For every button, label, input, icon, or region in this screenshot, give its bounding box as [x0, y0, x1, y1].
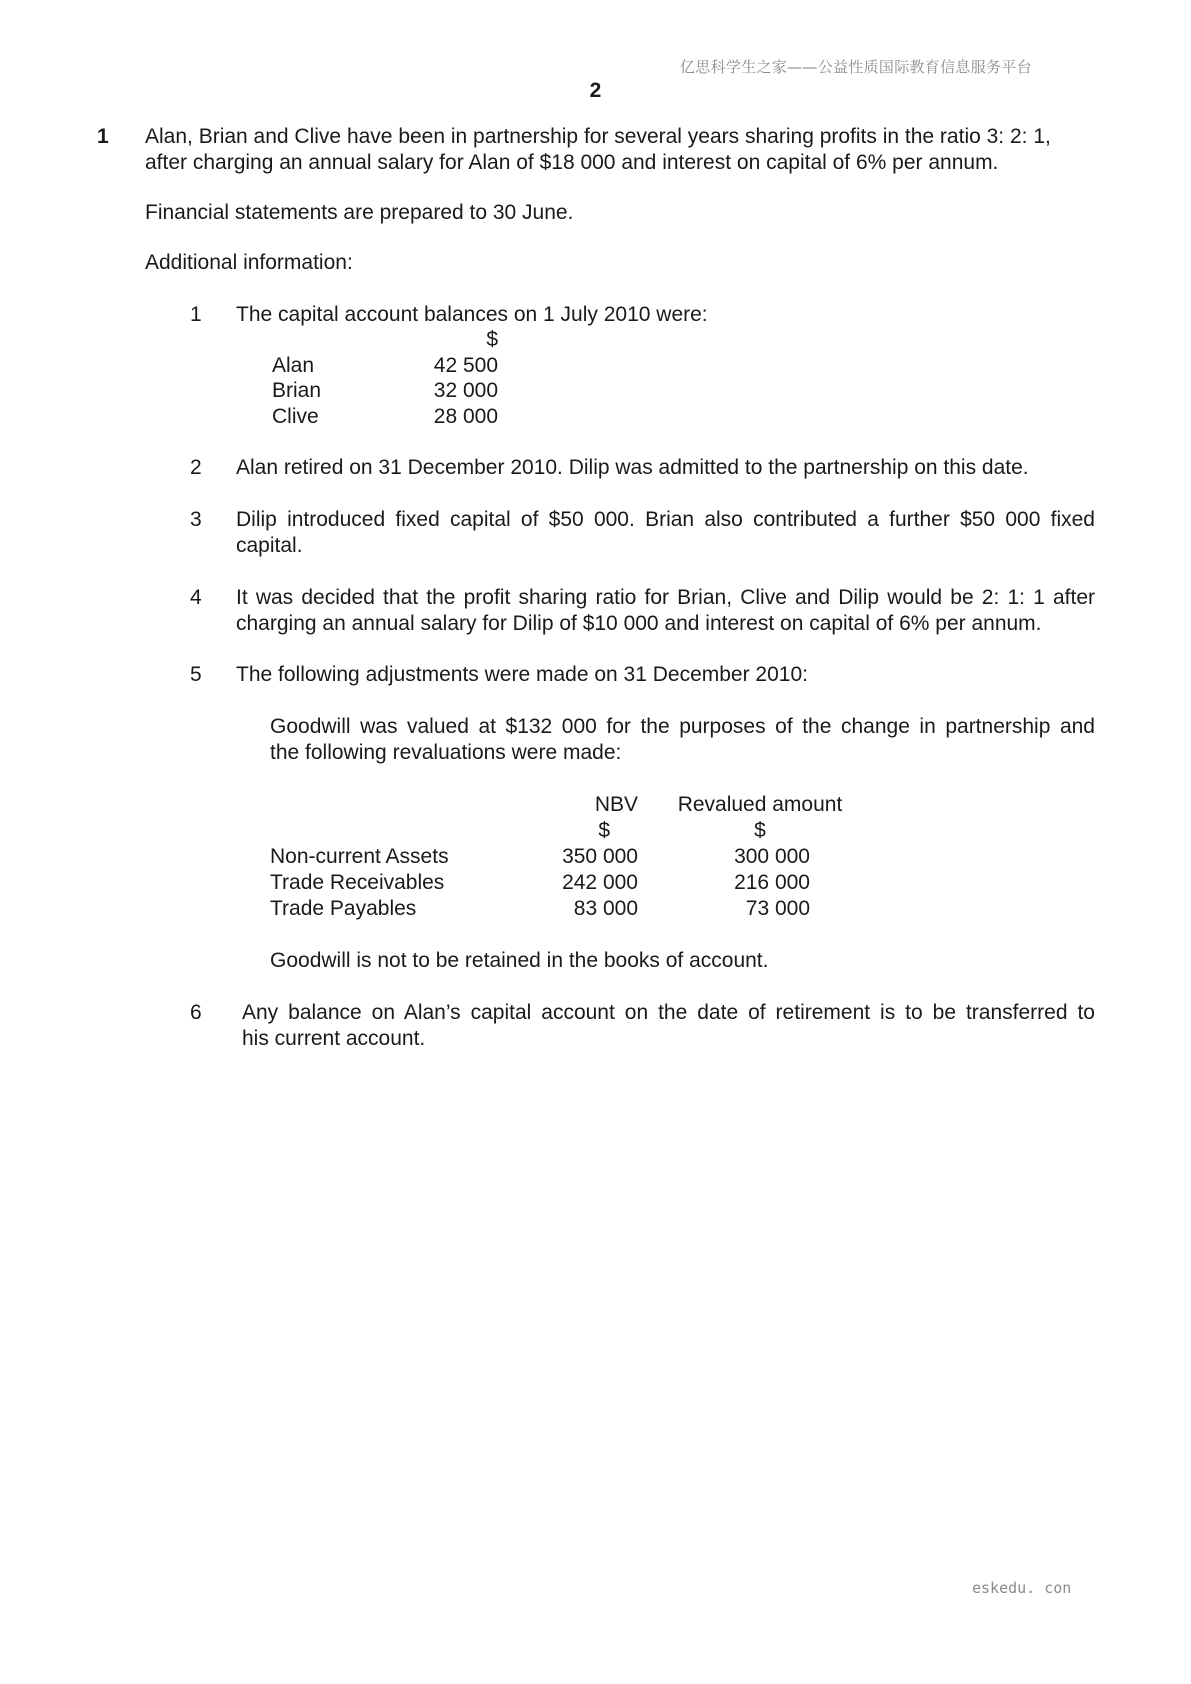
- currency-header: $: [486, 328, 498, 351]
- item-text: It was decided that the profit sharing ratio for Brian, Clive and Dilip would be 2: 1: 1 after: [236, 586, 1095, 609]
- item-number: 2: [190, 456, 202, 479]
- statements-note: Financial statements are prepared to 30 June.: [145, 201, 574, 224]
- capital-value: 32 000: [433, 379, 498, 402]
- watermark-header: 亿思科学生之家——公益性质国际教育信息服务平台: [680, 58, 1032, 76]
- goodwill-not-retained: Goodwill is not to be retained in the books of account.: [270, 949, 769, 972]
- item-text: capital.: [236, 534, 303, 557]
- question-intro-line-1: Alan, Brian and Clive have been in partnership for several years sharing profits in the ratio 3: 2: 1,: [145, 125, 1051, 148]
- item-text: his current account.: [242, 1027, 426, 1050]
- item-number: 6: [190, 1001, 202, 1024]
- table-row-label: Trade Payables: [270, 897, 417, 920]
- item-text: charging an annual salary for Dilip of $10 000 and interest on capital of 6% per annum.: [236, 612, 1042, 635]
- partner-name: Alan: [272, 354, 315, 377]
- table-cell-nbv: 350 000: [562, 845, 638, 868]
- partner-name: Brian: [272, 379, 322, 402]
- capital-value: 28 000: [433, 405, 498, 428]
- table-cell-nbv: 83 000: [573, 897, 638, 920]
- footer-site: eskedu. con: [972, 1579, 1072, 1597]
- capital-value: 42 500: [433, 354, 498, 377]
- item-number: 1: [190, 303, 202, 326]
- column-unit-revalued: $: [754, 819, 766, 842]
- page-number: 2: [589, 79, 602, 102]
- table-row-label: Trade Receivables: [270, 871, 445, 894]
- partner-name: Clive: [272, 405, 319, 428]
- goodwill-text: Goodwill was valued at $132 000 for the purposes of the change in partnership and: [270, 715, 1095, 738]
- item-number: 5: [190, 663, 202, 686]
- column-unit-nbv: $: [598, 819, 610, 842]
- table-row-label: Non-current Assets: [270, 845, 449, 868]
- table-cell-nbv: 242 000: [562, 871, 638, 894]
- column-header-revalued: Revalued amount: [677, 793, 843, 816]
- item-number: 4: [190, 586, 202, 609]
- item-text: Alan retired on 31 December 2010. Dilip was admitted to the partnership on this date.: [236, 456, 1029, 479]
- table-cell-revalued: 300 000: [734, 845, 810, 868]
- goodwill-text: the following revaluations were made:: [270, 741, 622, 764]
- question-number: 1: [97, 125, 109, 148]
- item-text: The following adjustments were made on 31 December 2010:: [236, 663, 808, 686]
- question-intro-line-2: after charging an annual salary for Alan of $18 000 and interest on capital of 6% per annum.: [145, 151, 999, 174]
- item-text: The capital account balances on 1 July 2010 were:: [236, 303, 708, 326]
- item-text: Dilip introduced fixed capital of $50 000. Brian also contributed a further $50 000 fixed: [236, 508, 1095, 531]
- table-cell-revalued: 73 000: [745, 897, 810, 920]
- additional-info-heading: Additional information:: [145, 251, 353, 274]
- item-number: 3: [190, 508, 202, 531]
- column-header-nbv: NBV: [594, 793, 638, 816]
- item-text: Any balance on Alan’s capital account on the date of retirement is to be transferred to: [242, 1001, 1095, 1024]
- table-cell-revalued: 216 000: [734, 871, 810, 894]
